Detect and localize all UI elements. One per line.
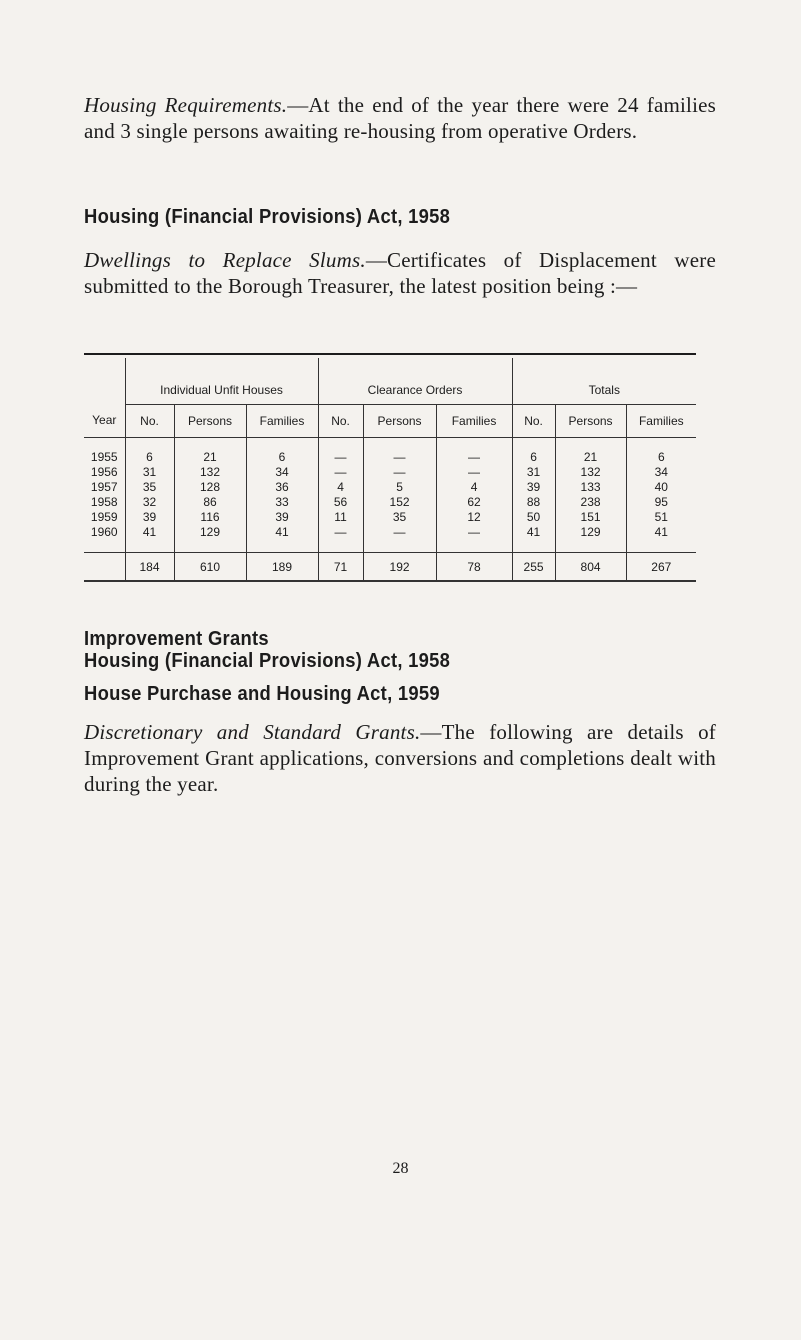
data-cell: 31 — [125, 465, 174, 480]
data-cell: 41 — [125, 525, 174, 540]
data-cell: 4 — [318, 480, 363, 495]
group-header-individual-unfit-houses: Individual Unfit Houses — [125, 358, 318, 405]
year-cell: 1959 — [90, 510, 118, 524]
housing-requirements-text: —At the end of the year there were 24 families and 3 single persons awaiting re-housing from operative Orders. — [84, 93, 717, 143]
table-spacer-row — [84, 540, 696, 553]
housing-requirements-lead: Housing Requirements. — [84, 93, 288, 117]
data-cell: 51 — [626, 510, 696, 525]
data-cell: 62 — [436, 495, 512, 510]
total-cell: 804 — [555, 553, 626, 582]
year-header: Year — [92, 413, 117, 427]
data-cell: 12 — [436, 510, 512, 525]
data-cell: 6 — [125, 438, 174, 466]
discretionary-grants-text: —The following are details of Improvement Grant applications, conversions and completions dealt with during the year. — [84, 720, 716, 796]
group-header-totals: Totals — [512, 358, 696, 405]
table-row — [84, 495, 696, 510]
data-cell: 129 — [555, 525, 626, 540]
data-cell: 34 — [626, 465, 696, 480]
data-cell: 41 — [246, 525, 318, 540]
data-cell: 39 — [246, 510, 318, 525]
total-cell: 192 — [363, 553, 436, 582]
section-heading-financial-provisions: Housing (Financial Provisions) Act, 1958 — [84, 206, 451, 228]
sub-header-cell: Families — [626, 405, 696, 438]
total-cell: 610 — [174, 553, 246, 582]
dwellings-replace-slums-text: —Certificates of Displacement were submitted to the Borough Treasurer, the latest position being :— — [84, 248, 717, 298]
data-cell: 95 — [626, 495, 696, 510]
data-cell: — — [436, 465, 512, 480]
data-cell: — — [318, 525, 363, 540]
data-cell: 152 — [363, 495, 436, 510]
total-cell: 78 — [436, 553, 512, 582]
data-cell: 133 — [555, 480, 626, 495]
data-cell: 35 — [363, 510, 436, 525]
totals-label-cell — [84, 553, 125, 582]
group-header-clearance-orders: Clearance Orders — [318, 358, 512, 405]
data-cell: — — [318, 438, 363, 466]
data-cell: — — [363, 438, 436, 466]
data-cell: 6 — [512, 438, 555, 466]
data-cell: 35 — [125, 480, 174, 495]
sub-header-cell: Persons — [174, 405, 246, 438]
year-cell: 1957 — [90, 480, 118, 494]
sub-header-cell: Families — [436, 405, 512, 438]
data-cell: 40 — [626, 480, 696, 495]
year-cell: 1960 — [90, 525, 118, 539]
data-cell: — — [363, 465, 436, 480]
data-cell: 4 — [436, 480, 512, 495]
data-cell: 34 — [246, 465, 318, 480]
data-cell: 41 — [626, 525, 696, 540]
total-cell: 71 — [318, 553, 363, 582]
data-cell: 33 — [246, 495, 318, 510]
table-row — [84, 510, 696, 525]
discretionary-grants-lead: Discretionary and Standard Grants. — [84, 720, 421, 744]
section-heading-financial-provisions-2: Housing (Financial Provisions) Act, 1958 — [84, 650, 451, 672]
year-cell: 1955 — [90, 450, 118, 464]
data-cell: — — [363, 525, 436, 540]
dwellings-replace-slums-lead: Dwellings to Replace Slums. — [84, 248, 366, 272]
data-cell: 31 — [512, 465, 555, 480]
sub-header-cell: No. — [318, 405, 363, 438]
data-cell: 50 — [512, 510, 555, 525]
table-top-rule — [84, 353, 696, 355]
data-cell: 32 — [125, 495, 174, 510]
data-cell: 56 — [318, 495, 363, 510]
totals-row — [84, 553, 696, 582]
table-row — [84, 525, 696, 540]
year-cell: 1956 — [90, 465, 118, 479]
sub-header-cell: Persons — [555, 405, 626, 438]
sub-header-cell: Families — [246, 405, 318, 438]
data-cell: 11 — [318, 510, 363, 525]
data-cell: — — [436, 525, 512, 540]
table-row — [84, 465, 696, 480]
data-cell: 128 — [174, 480, 246, 495]
displacement-certificates-table — [84, 358, 696, 582]
data-cell: 21 — [174, 438, 246, 466]
data-cell: 36 — [246, 480, 318, 495]
group-header-row — [84, 358, 696, 405]
page-number: 28 — [392, 1160, 409, 1177]
data-cell: 41 — [512, 525, 555, 540]
data-cell: 21 — [555, 438, 626, 466]
section-heading-improvement-grants: Improvement Grants — [84, 628, 269, 650]
data-cell: 151 — [555, 510, 626, 525]
data-cell: 39 — [125, 510, 174, 525]
total-cell: 255 — [512, 553, 555, 582]
sub-header-cell: No. — [512, 405, 555, 438]
data-cell: — — [436, 438, 512, 466]
data-cell: 88 — [512, 495, 555, 510]
discretionary-grants-paragraph — [84, 719, 716, 797]
dwellings-replace-slums-paragraph — [84, 247, 716, 299]
data-cell: 132 — [174, 465, 246, 480]
data-cell: 86 — [174, 495, 246, 510]
data-cell: 116 — [174, 510, 246, 525]
data-cell: 238 — [555, 495, 626, 510]
total-cell: 184 — [125, 553, 174, 582]
data-cell: 6 — [626, 438, 696, 466]
data-cell: 129 — [174, 525, 246, 540]
year-cell: 1958 — [90, 495, 118, 509]
table-row — [84, 438, 696, 466]
data-cell: 6 — [246, 438, 318, 466]
total-cell: 267 — [626, 553, 696, 582]
housing-requirements-paragraph — [84, 92, 716, 144]
sub-header-cell: Persons — [363, 405, 436, 438]
data-cell: 5 — [363, 480, 436, 495]
data-cell: 132 — [555, 465, 626, 480]
table-row — [84, 480, 696, 495]
data-cell: — — [318, 465, 363, 480]
total-cell: 189 — [246, 553, 318, 582]
sub-header-row — [84, 405, 696, 438]
data-cell: 39 — [512, 480, 555, 495]
section-heading-house-purchase: House Purchase and Housing Act, 1959 — [84, 683, 440, 705]
sub-header-cell: No. — [125, 405, 174, 438]
